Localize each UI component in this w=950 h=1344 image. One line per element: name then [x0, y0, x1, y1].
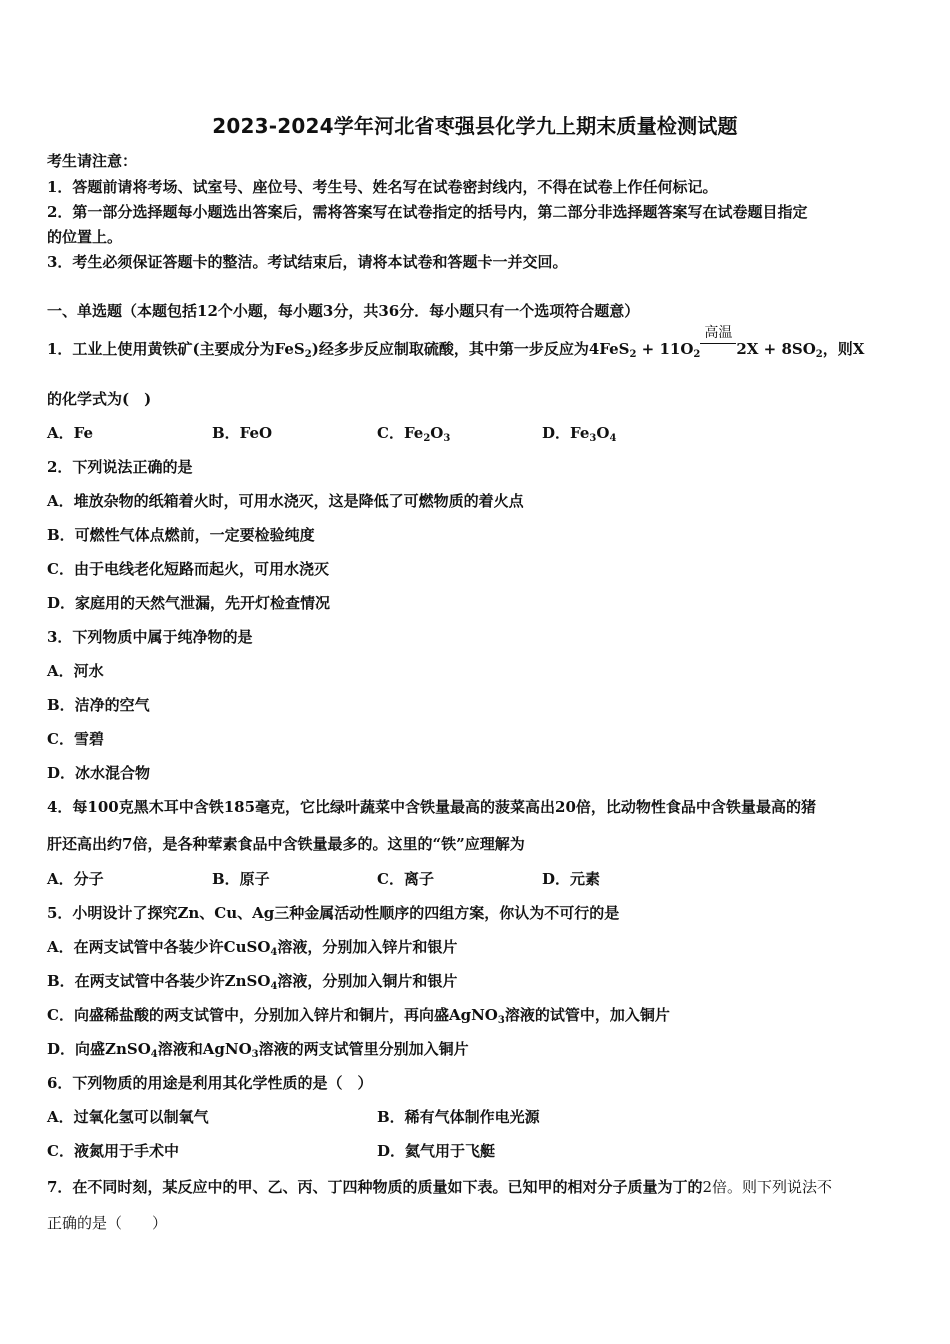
q2-stem: 2．下列说法正确的是: [47, 458, 193, 476]
q6-option-a: A．过氧化氢可以制氧气: [47, 1108, 209, 1126]
q6-stem: 6．下列物质的用途是利用其化学性质的是（ ）: [47, 1074, 373, 1092]
q6-option-b: B．稀有气体制作电光源: [377, 1108, 540, 1126]
q5-c-sub: 3: [497, 1015, 505, 1026]
q7-text-bold: 7．在不同时刻，某反应中的甲、乙、丙、丁四种物质的质量如下表。已知甲的相对分子质量为丁的: [47, 1178, 703, 1196]
q1-c-sub2: 3: [443, 433, 451, 444]
q3-option-d: D．冰水混合物: [47, 764, 151, 782]
notice-item-3: 3．考生必须保证答题卡的整洁。考试结束后，请将本试卷和答题卡一并交回。: [47, 253, 568, 271]
notice-item-2: 2．第一部分选择题每小题选出答案后，需将答案写在试卷指定的括号内，第二部分非选择题答案写在试卷题目指定: [47, 203, 808, 221]
notice-item-2-cont: 的位置上。: [47, 228, 123, 246]
q1-text-e: ，则X: [822, 340, 865, 358]
q4-option-a: A．分子: [47, 870, 104, 888]
notice-heading: 考生请注意：: [47, 152, 138, 170]
reaction-bar: [700, 343, 736, 344]
q1-sub-a: 2: [304, 349, 312, 360]
q5-d-tail: 溶液的两支试管里分别加入铜片: [258, 1040, 469, 1058]
q1-sub-d: 2: [815, 349, 823, 360]
q2-option-d: D．家庭用的天然气泄漏，先开灯检查情况: [47, 594, 331, 612]
q1-sub-c: 2: [693, 349, 701, 360]
q5-a-text: A．在两支试管中各装少许CuSO: [47, 938, 271, 956]
q1-c-text: C．Fe: [377, 424, 424, 442]
q7-text-plain: 2倍。则下列说法不: [702, 1178, 832, 1196]
q2-option-c: C．由于电线老化短路而起火，可用水浇灭: [47, 560, 329, 578]
q1-stem: [47, 325, 865, 360]
q1-d-text: D．Fe: [542, 424, 590, 442]
q5-option-c: [47, 1005, 670, 1025]
q5-option-b: [47, 971, 457, 991]
q4-stem: 4．每100克黑木耳中含铁185毫克，它比绿叶蔬菜中含铁量最高的菠菜高出20倍，比动物性食品中含铁量最高的猪: [47, 798, 816, 816]
q6-option-d: D．氦气用于飞艇: [377, 1142, 496, 1160]
q3-option-a: A．河水: [47, 662, 104, 680]
q1-d-mid: O: [596, 424, 610, 442]
reaction-condition: 高温: [704, 325, 733, 341]
q1-c-mid: O: [430, 424, 444, 442]
q5-d-text: D．向盛ZnSO: [47, 1040, 151, 1058]
q1-text-b: )经多步反应制取硫酸，其中第一步反应为4FeS: [311, 340, 630, 358]
q5-b-tail: 溶液，分别加入铜片和银片: [277, 972, 458, 990]
q1-text-c: + 11O: [636, 340, 694, 358]
q7-stem-cont: 正确的是（ ）: [47, 1214, 168, 1232]
q5-a-tail: 溶液，分别加入锌片和银片: [277, 938, 458, 956]
q1-option-a: A．Fe: [47, 424, 94, 442]
q1-option-b: B．FeO: [212, 424, 273, 442]
page-title: 2023-2024学年河北省枣强县化学九上期末质量检测试题: [212, 114, 738, 138]
q2-option-a: A．堆放杂物的纸箱着火时，可用水浇灭，这是降低了可燃物质的着火点: [47, 492, 524, 510]
q5-option-a: [47, 937, 457, 957]
q5-stem: 5．小明设计了探究Zn、Cu、Ag三种金属活动性顺序的四组方案，你认为不可行的是: [47, 904, 620, 922]
q7-stem: [47, 1177, 832, 1197]
notice-item-1: 1．答题前请将考场、试室号、座位号、考生号、姓名写在试卷密封线内，不得在试卷上作任何标记。: [47, 178, 718, 196]
q1-stem-cont: 的化学式为( ): [47, 390, 152, 408]
q5-c-text: C．向盛稀盐酸的两支试管中，分别加入锌片和铜片，再向盛AgNO: [47, 1006, 498, 1024]
q4-option-c: C．离子: [377, 870, 434, 888]
q4-option-b: B．原子: [212, 870, 270, 888]
q1-d-sub2: 4: [609, 433, 617, 444]
q3-option-b: B．洁净的空气: [47, 696, 150, 714]
q3-option-c: C．雪碧: [47, 730, 104, 748]
q1-text-d: 2X + 8SO: [736, 340, 816, 358]
section-heading: 一、单选题（本题包括12个小题，每小题3分，共36分．每小题只有一个选项符合题意）: [47, 302, 640, 320]
q5-a-sub: 4: [270, 947, 278, 958]
q5-b-sub: 4: [270, 981, 278, 992]
q1-text-a: 1．工业上使用黄铁矿(主要成分为FeS: [47, 340, 305, 358]
q5-d-mid: 溶液和AgNO: [157, 1040, 252, 1058]
q3-stem: 3．下列物质中属于纯净物的是: [47, 628, 253, 646]
q5-option-d: [47, 1039, 469, 1059]
q1-option-c: [377, 423, 450, 443]
q5-c-tail: 溶液的试管中，加入铜片: [504, 1006, 670, 1024]
q5-d-sub1: 4: [150, 1049, 158, 1060]
q5-d-sub2: 3: [251, 1049, 259, 1060]
q4-option-d: D．元素: [542, 870, 601, 888]
reaction-arrow: [700, 325, 736, 359]
q1-c-sub1: 2: [423, 433, 431, 444]
q1-d-sub1: 3: [589, 433, 597, 444]
q5-b-text: B．在两支试管中各装少许ZnSO: [47, 972, 271, 990]
q2-option-b: B．可燃性气体点燃前，一定要检验纯度: [47, 526, 315, 544]
q1-option-d: [542, 423, 616, 443]
q4-stem-cont: 肝还高出约7倍，是各种荤素食品中含铁量最多的。这里的“铁”应理解为: [47, 835, 525, 853]
q1-sub-b: 2: [629, 349, 637, 360]
q6-option-c: C．液氮用于手术中: [47, 1142, 179, 1160]
